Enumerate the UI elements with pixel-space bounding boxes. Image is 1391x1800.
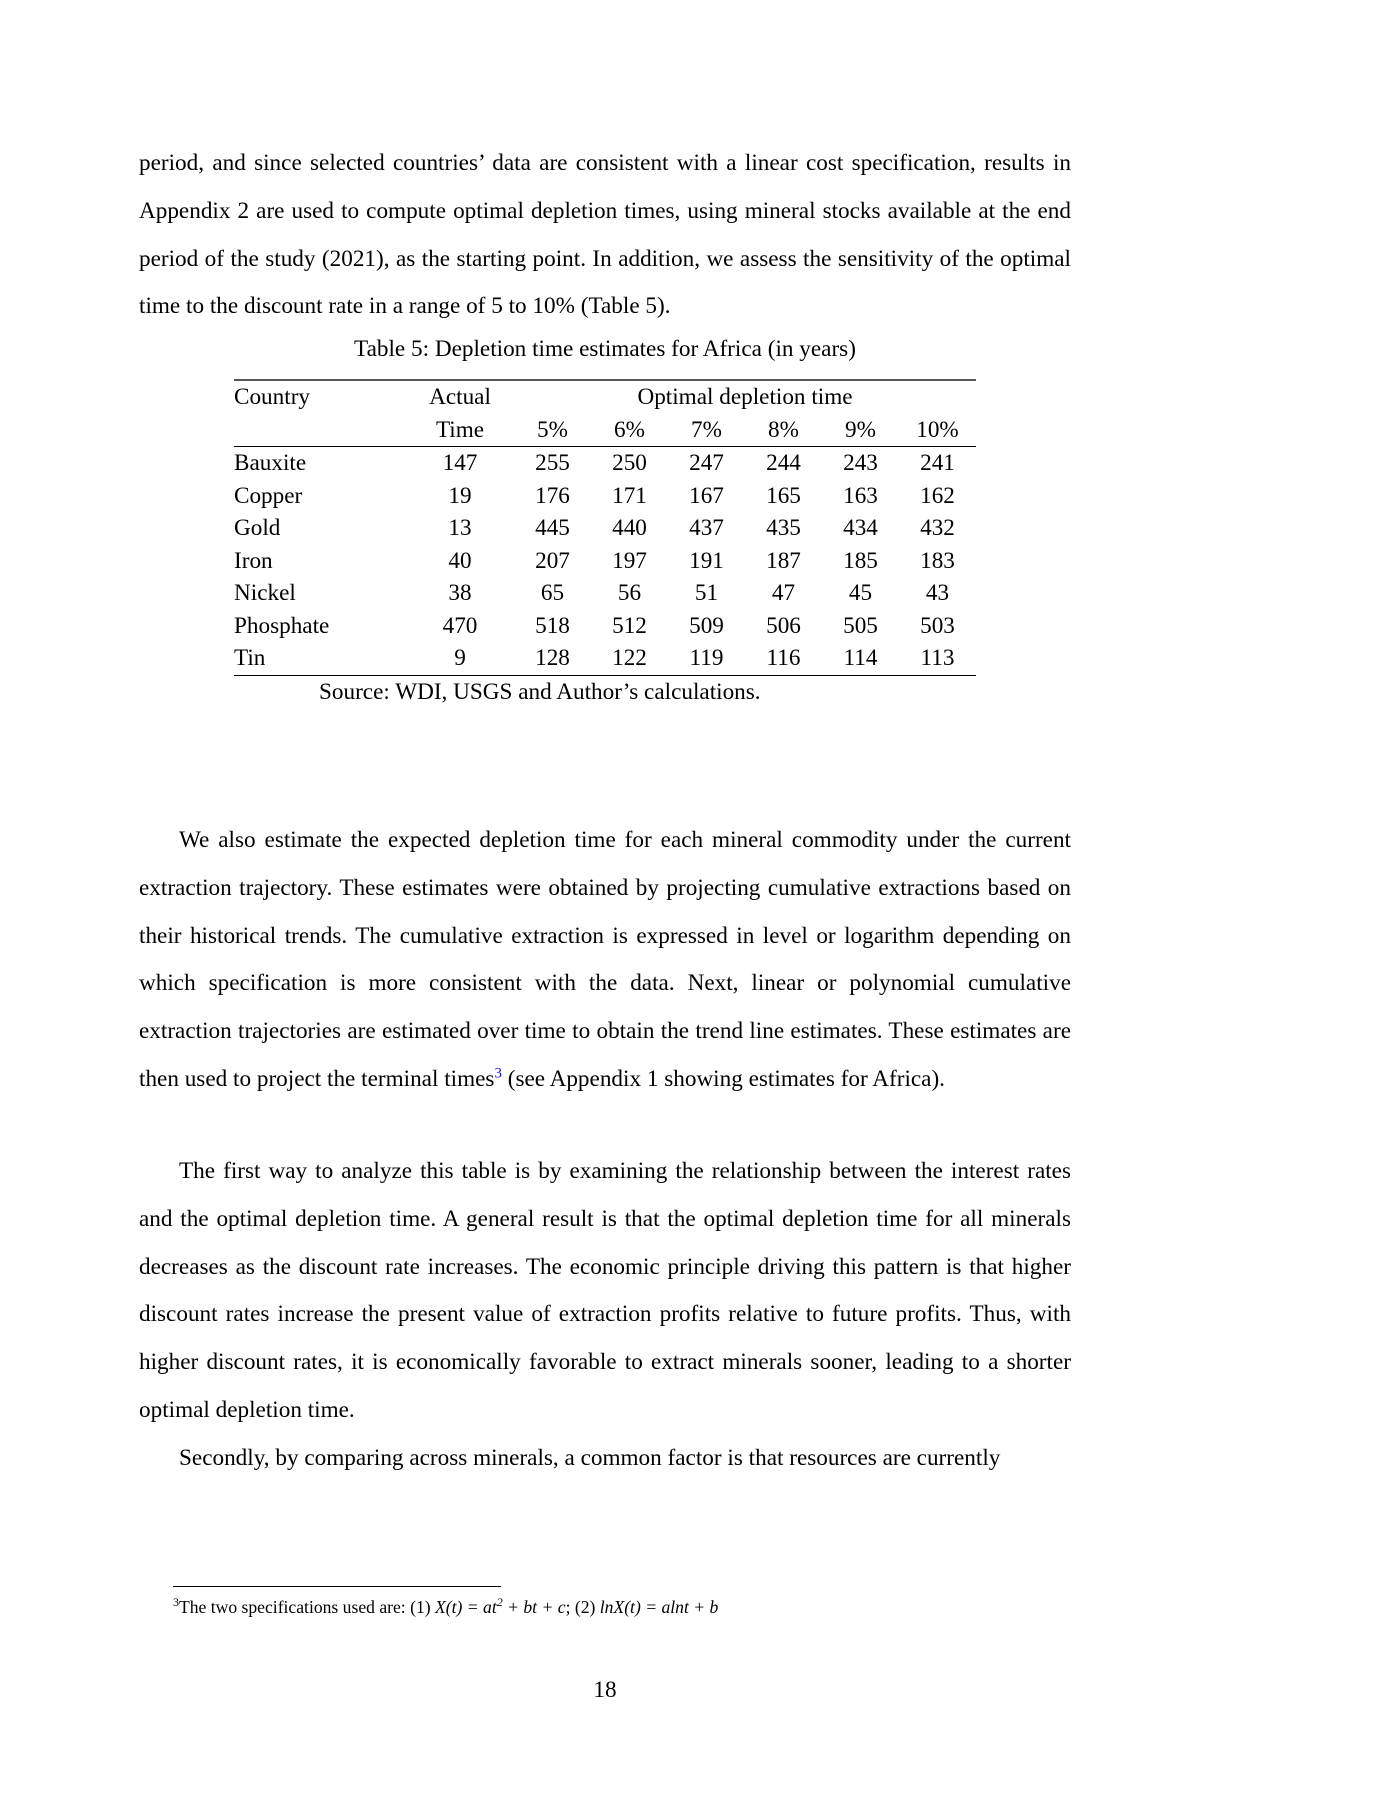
cell-optimal-6: 122 [591, 642, 668, 675]
cell-optimal-8: 116 [745, 642, 822, 675]
table-row [234, 642, 976, 675]
lower-paragraphs-block [139, 1148, 1071, 1483]
header-rate-6: 6% [591, 414, 668, 447]
header-rate-9: 9% [822, 414, 899, 447]
cell-optimal-9: 114 [822, 642, 899, 675]
footnote-separator: ; (2) [565, 1597, 600, 1617]
cell-optimal-9: 505 [843, 612, 878, 639]
table-row [234, 577, 976, 610]
depletion-time-table [234, 379, 976, 676]
table-source-note: Source: WDI, USGS and Author’s calculations. [319, 678, 761, 705]
cell-optimal-8: 244 [766, 450, 801, 476]
cell-optimal-10: 503 [920, 612, 955, 639]
cell-optimal-7: 247 [689, 450, 724, 476]
second-paragraph [139, 817, 1071, 1104]
cell-optimal-9: 243 [843, 450, 878, 476]
cell-optimal-5: 176 [535, 482, 570, 509]
footnote-lead: The two specifications used are: (1) [179, 1597, 435, 1617]
cell-country: Tin [234, 642, 406, 675]
cell-optimal-7: 51 [694, 580, 719, 606]
table-body [234, 447, 976, 676]
cell-optimal-10: 241 [920, 450, 955, 476]
cell-optimal-6: 250 [612, 450, 647, 476]
cell-optimal-7: 437 [689, 515, 724, 541]
cell-optimal-9: 45 [848, 580, 873, 606]
header-rate-7: 7% [668, 414, 745, 447]
cell-optimal-10: 183 [920, 547, 955, 574]
footnote-reference-link[interactable]: 3 [494, 1065, 502, 1082]
footnote-block [139, 1586, 1071, 1618]
cell-optimal-5: 65 [540, 580, 565, 606]
cell-optimal-10: 432 [920, 515, 955, 541]
table-5-block [139, 336, 1071, 706]
cell-optimal-6: 512 [612, 612, 647, 639]
table-header-row-1 [234, 380, 976, 414]
cell-optimal-6: 56 [617, 580, 642, 606]
header-actual-time-line2: Time [406, 414, 514, 447]
header-rate-5: 5% [514, 414, 591, 447]
header-optimal-depletion-time: Optimal depletion time [514, 380, 976, 414]
cell-optimal-9: 185 [843, 547, 878, 574]
cell-optimal-6: 197 [612, 547, 647, 574]
cell-optimal-7: 191 [689, 547, 724, 574]
header-blank [234, 414, 406, 447]
intro-paragraph-block [139, 140, 1071, 331]
cell-optimal-8: 435 [766, 515, 801, 541]
cell-country: Copper [234, 482, 303, 509]
header-country: Country [234, 380, 406, 414]
cell-optimal-5: 128 [514, 642, 591, 675]
cell-optimal-7: 167 [689, 482, 724, 509]
page-number: 18 [593, 1677, 617, 1703]
table-row [234, 610, 976, 643]
footnote-equation-1 [435, 1597, 566, 1617]
cell-optimal-5: 255 [535, 450, 570, 476]
cell-actual-time: 9 [406, 642, 514, 675]
cell-optimal-7: 119 [668, 642, 745, 675]
cell-optimal-10: 43 [925, 580, 950, 606]
intro-paragraph: period, and since selected countries’ data are consistent with a linear cost specification, results in Appendix 2 are used to compute optimal depletion times, using mineral stocks available at the end period of the study (2021), as the starting point. In addition, we assess the sensitivity of the optimal time to the discount rate in a range of 5 to 10% (Table 5). [139, 150, 1071, 320]
cell-actual-time: 13 [448, 515, 472, 541]
third-paragraph: The first way to analyze this table is by examining the relationship between the interest rates and the optimal depletion time. A general result is that the optimal depletion time for all minerals decreases as the discount rate increases. The economic principle driving this pattern is that higher discount rates increase the present value of extraction profits relative to future profits. Thus, with higher discount rates, it is economically favorable to extract minerals sooner, leading to a shorter optimal depletion time. [139, 1158, 1071, 1423]
second-paragraph-text-b: (see Appendix 1 showing estimates for Africa). [501, 1065, 945, 1092]
footnote-text [139, 1596, 1071, 1618]
header-actual-time-line1: Actual [406, 380, 514, 414]
cell-optimal-10: 162 [920, 482, 955, 509]
footnote-equation-1-exponent: 2 [496, 1595, 503, 1610]
cell-actual-time: 40 [448, 547, 472, 574]
cell-country: Gold [234, 515, 281, 541]
fourth-paragraph: Secondly, by comparing across minerals, a common factor is that resources are currently [179, 1444, 1001, 1471]
cell-optimal-10: 113 [899, 642, 976, 675]
cell-country: Nickel [234, 580, 296, 606]
cell-optimal-5: 445 [535, 515, 570, 541]
footnote-equation-1-base: X(t) = at [435, 1597, 497, 1617]
cell-optimal-8: 187 [766, 547, 801, 574]
cell-optimal-6: 171 [612, 482, 647, 509]
footnote-marker: 3 [173, 1595, 179, 1610]
table-row [234, 480, 976, 513]
table-header-row-2 [234, 414, 976, 447]
cell-country: Iron [234, 547, 273, 574]
paper-page [139, 0, 1071, 1800]
footnote-separator-rule [173, 1586, 501, 1587]
footnote-equation-1-rest: + bt + c [502, 1597, 566, 1617]
cell-optimal-5: 518 [535, 612, 570, 639]
cell-country: Phosphate [234, 612, 330, 639]
cell-optimal-5: 207 [535, 547, 570, 574]
cell-actual-time: 19 [448, 482, 472, 509]
cell-optimal-8: 165 [766, 482, 801, 509]
second-paragraph-block [139, 817, 1071, 1104]
table-caption: Table 5: Depletion time estimates for Africa (in years) [354, 336, 856, 362]
cell-optimal-8: 47 [771, 580, 796, 606]
cell-actual-time: 38 [448, 580, 472, 606]
table-row [234, 512, 976, 545]
footnote-equation-2: lnX(t) = alnt + b [599, 1597, 719, 1617]
cell-optimal-9: 163 [843, 482, 878, 509]
cell-actual-time: 147 [442, 450, 478, 476]
header-rate-8: 8% [745, 414, 822, 447]
table-row [234, 545, 976, 578]
table-row [234, 447, 976, 480]
cell-country: Bauxite [234, 450, 307, 476]
cell-optimal-9: 434 [843, 515, 878, 541]
cell-optimal-8: 506 [766, 612, 801, 639]
cell-actual-time: 470 [442, 612, 478, 639]
second-paragraph-text-a: We also estimate the expected depletion time for each mineral commodity under the current extraction trajectory. These estimates were obtained by projecting cumulative extractions based on their historical trends. The cumulative extraction is expressed in level or logarithm depending on which specification is more consistent with the data. Next, linear or polynomial cumulative extraction trajectories are estimated over time to obtain the trend line estimates. These estimates are then used to project the terminal times [139, 827, 1071, 1092]
cell-optimal-6: 440 [612, 515, 647, 541]
header-rate-10: 10% [899, 414, 976, 447]
table-head [234, 380, 976, 447]
cell-optimal-7: 509 [689, 612, 724, 639]
table-source-wrap [305, 676, 905, 706]
